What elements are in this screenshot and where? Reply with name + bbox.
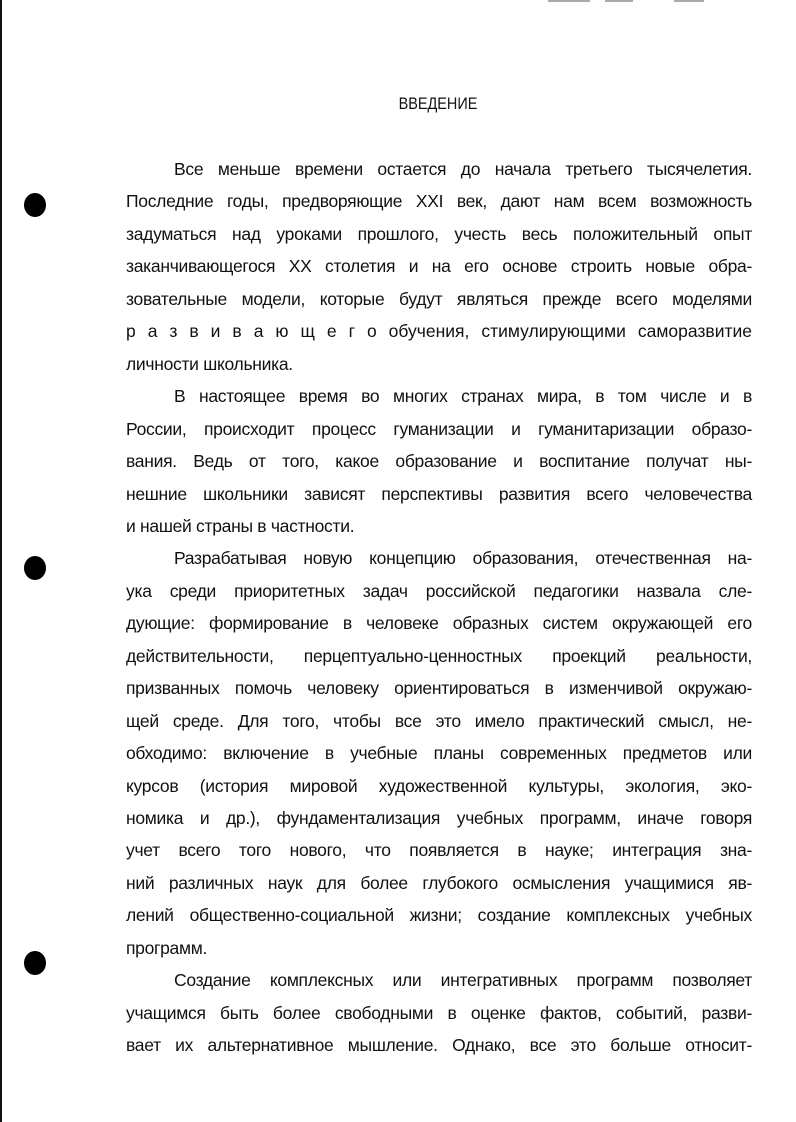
text-line: В настоящее время во многих странах мира, в том числе и в: [174, 386, 752, 407]
text-line: р а з в и в а ю щ е г о обучения, стимулирующими саморазвитие: [126, 321, 752, 342]
text-line: нешние школьники зависят перспективы развития всего человечества: [126, 483, 752, 504]
text-line: России, происходит процесс гуманизации и гуманитаризации образо-: [126, 418, 752, 439]
text-line: вания. Ведь от того, какое образование и воспитание получат ны-: [126, 451, 752, 472]
page-left-edge: [0, 0, 2, 1122]
text-line: призванных помочь человеку ориентироваться в изменчивой окружаю-: [126, 678, 752, 699]
text-line: Последние годы, предворяющие XXI век, дают нам всем возможность: [126, 191, 752, 212]
punch-hole-icon: [24, 951, 46, 975]
text-line: дующие: формирование в человеке образных систем окружающей его: [126, 613, 752, 634]
text-line: ука среди приоритетных задач российской педагогики назвала сле-: [126, 580, 752, 601]
text-line: задуматься над уроками прошлого, учесть весь положительный опыт: [126, 223, 752, 244]
text-line: ний различных наук для более глубокого осмысления учащимися яв-: [126, 872, 752, 893]
text-line: лений общественно-социальной жизни; создание комплексных учебных: [126, 905, 752, 926]
text-line: курсов (история мировой художественной культуры, экология, эко-: [126, 775, 752, 796]
text-line: учет всего того нового, что появляется в науке; интеграция зна-: [126, 840, 752, 861]
text-line: Все меньше времени остается до начала третьего тысячелетия.: [174, 159, 752, 179]
text-line: Создание комплексных или интегративных программ позволяет: [174, 970, 752, 991]
punch-hole-icon: [24, 193, 46, 217]
text-line: номика и др.), фундаментализация учебных программ, иначе говоря: [126, 808, 752, 828]
scan-artifact: [605, 0, 633, 2]
text-line: и нашей страны в частности.: [126, 515, 355, 536]
text-line: зовательные модели, которые будут являться прежде всего моделями: [126, 288, 752, 309]
text-line: Разрабатывая новую концепцию образования, отечественная на-: [174, 548, 752, 569]
scan-artifact: [674, 0, 704, 2]
text-line: заканчивающегося XX столетия и на его основе строить новые обра-: [126, 256, 752, 277]
scan-artifact: [548, 0, 590, 2]
text-line: программ.: [126, 937, 208, 958]
text-line: личности школьника.: [126, 353, 293, 374]
text-line: действительности, перцептуально-ценностных проекций реальности,: [126, 645, 752, 666]
text-line: щей среде. Для того, чтобы все это имело практический смысл, не-: [126, 710, 752, 731]
page-title: ВВЕДЕНИЕ: [398, 94, 478, 113]
text-line: обходимо: включение в учебные планы современных предметов или: [126, 743, 752, 764]
text-line: вает их альтернативное мышление. Однако, все это больше относит-: [126, 1035, 752, 1056]
punch-hole-icon: [24, 556, 46, 580]
text-line: учащимся быть более свободными в оценке фактов, событий, разви-: [126, 1002, 752, 1023]
